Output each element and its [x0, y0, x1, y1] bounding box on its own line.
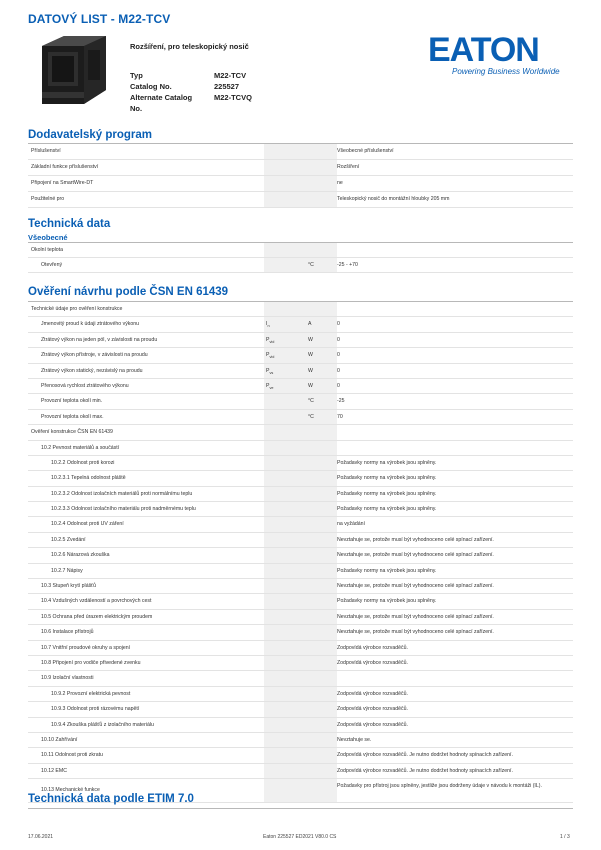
product-meta — [130, 70, 252, 114]
table-row — [28, 517, 573, 532]
meta-key: No. — [130, 104, 143, 113]
row-label: 10.7 Vnitřní proudové okruhy a spojení — [41, 644, 131, 651]
table-row — [28, 487, 573, 502]
table-row — [28, 548, 573, 563]
row-label: 10.12 EMC — [41, 767, 67, 774]
row-symbol-cell — [264, 594, 337, 608]
row-symbol-cell — [264, 333, 337, 347]
row-symbol-cell — [264, 564, 337, 578]
row-value: Zodpovídá výrobce rozvaděčů. — [337, 659, 408, 666]
section-title-dodavatelsky: Dodavatelský program — [28, 129, 152, 141]
row-symbol-cell — [264, 176, 337, 191]
row-value: Nevztahuje se, protože musí být vyhodnoceno celé spínací zařízení. — [337, 552, 494, 559]
row-symbol-cell — [264, 748, 337, 762]
row-symbol-cell — [264, 379, 337, 393]
table-row — [28, 579, 573, 594]
row-symbol-cell — [264, 502, 337, 516]
row-symbol-cell — [264, 302, 337, 316]
row-symbol-cell — [264, 517, 337, 531]
table-row — [28, 625, 573, 640]
row-symbol-cell — [264, 610, 337, 624]
subsection-title-vseobecne: Všeobecné — [28, 233, 68, 242]
table-row — [28, 144, 573, 160]
row-unit: A — [308, 321, 312, 328]
table-row — [28, 379, 573, 394]
row-value: Zodpovídá výrobce rozvaděčů. — [337, 644, 408, 651]
technical-data-table — [28, 243, 573, 273]
table-row — [28, 348, 573, 363]
row-label: 10.10 Zahřívání — [41, 736, 78, 743]
row-symbol-cell — [264, 471, 337, 485]
logo-tagline: Powering Business Worldwide — [452, 67, 560, 76]
meta-value: 225527 — [214, 82, 240, 91]
row-value: Požadavky normy na výrobek jsou splněny. — [337, 459, 437, 466]
row-label: Základní funkce příslušenství — [31, 164, 99, 170]
row-label: Technické údaje pro ověření konstrukce — [31, 306, 123, 312]
row-label: Příslušenství — [31, 148, 61, 154]
row-value: Zodpovídá výrobce rozvaděčů. — [337, 721, 408, 728]
row-label: Přenosová rychlost ztrátového výkonu — [41, 382, 129, 389]
row-label: 10.8 Připojení pro vodiče přivedené zvenku — [41, 659, 141, 666]
row-label: 10.2.4 Odolnost proti UV záření — [51, 521, 124, 528]
row-value: Zodpovídá výrobce rozvaděčů. — [337, 706, 408, 713]
meta-key: Typ — [130, 71, 143, 80]
product-image — [34, 30, 112, 108]
symbol-letter: P — [266, 336, 270, 343]
row-label: Ověření konstrukce ČSN EN 61439 — [31, 429, 113, 436]
row-unit: °C — [308, 413, 314, 420]
row-value: Požadavky normy na výrobek jsou splněny. — [337, 475, 437, 482]
row-value: 0 — [337, 336, 340, 343]
row-symbol — [266, 333, 274, 349]
row-unit: W — [308, 382, 313, 389]
table-row — [28, 671, 573, 686]
row-value: 0 — [337, 352, 340, 359]
row-symbol-cell — [264, 410, 337, 424]
document-title: DATOVÝ LIST - M22-TCV — [28, 12, 171, 26]
table-row — [28, 502, 573, 517]
table-row — [28, 425, 573, 440]
row-symbol-cell — [264, 533, 337, 547]
meta-key: Alternate Catalog — [130, 93, 193, 102]
row-label: 10.9.3 Odolnost proti rázovému napětí — [51, 706, 140, 713]
row-label: 10.2.7 Nápisy — [51, 567, 83, 574]
meta-row — [130, 103, 252, 114]
row-symbol-cell — [264, 394, 337, 408]
row-label: 10.9.4 Zkouška plášťů z izolačního materiálu — [51, 721, 154, 728]
row-label: 10.2.3.1 Tepelná odolnost pláště — [51, 475, 126, 482]
row-label: Ztrátový výkon přístroje, v závislosti na proudu — [41, 352, 148, 359]
footer-date: 17.06.2021 — [28, 834, 54, 840]
row-label: Připojení na SmartWire-DT — [31, 180, 94, 186]
symbol-letter: P — [266, 352, 270, 359]
row-symbol — [266, 379, 273, 395]
row-symbol-cell — [264, 348, 337, 362]
table-row — [28, 764, 573, 779]
row-value: 0 — [337, 382, 340, 389]
symbol-subscript: ve — [269, 385, 274, 390]
table-row — [28, 748, 573, 763]
row-symbol-cell — [264, 441, 337, 455]
row-value: Nevztahuje se, protože musí být vyhodnoceno celé spínací zařízení. — [337, 629, 494, 636]
row-unit: °C — [308, 398, 314, 405]
row-label: 10.3 Stupeň krytí plášťů — [41, 583, 97, 590]
row-value: 0 — [337, 321, 340, 328]
table-row — [28, 456, 573, 471]
table-row — [28, 410, 573, 425]
row-symbol-cell — [264, 425, 337, 439]
section-title-etim: Technická data podle ETIM 7.0 — [28, 793, 194, 805]
row-label: Ztrátový výkon na jeden pól, v závislosti na proudu — [41, 336, 158, 343]
row-value: Požadavky normy na výrobek jsou splněny. — [337, 490, 437, 497]
row-value: -25 — [337, 398, 345, 405]
table-row — [28, 471, 573, 486]
row-symbol-cell — [264, 779, 337, 802]
row-label: 10.2.5 Zvedání — [51, 536, 86, 543]
row-label: 10.2.2 Odolnost proti korozi — [51, 459, 115, 466]
row-value: Nevztahuje se, protože musí být vyhodnoceno celé spínací zařízení. — [337, 536, 494, 543]
table-row — [28, 733, 573, 748]
footer-page: 1 / 3 — [560, 834, 570, 840]
table-row — [28, 594, 573, 609]
meta-row — [130, 81, 252, 92]
symbol-letter: P — [266, 382, 270, 389]
row-symbol-cell — [264, 641, 337, 655]
row-symbol — [266, 348, 274, 364]
row-value: Teleskopický nosič do montážní hloubky 205 mm — [337, 196, 450, 202]
meta-row — [130, 70, 252, 81]
row-symbol-cell — [264, 764, 337, 778]
row-value: ne — [337, 180, 343, 186]
row-value: Požadavky pro přístroj jsou splněny, jestliže jsou dodrženy údaje v návodu k montáži (IL). — [337, 783, 542, 790]
row-symbol-cell — [264, 364, 337, 378]
table-row — [28, 564, 573, 579]
row-value: Nevztahuje se, protože musí být vyhodnoceno celé spínací zařízení. — [337, 613, 494, 620]
row-value: Požadavky normy na výrobek jsou splněny. — [337, 506, 437, 513]
row-symbol-cell — [264, 656, 337, 670]
table-row — [28, 441, 573, 456]
row-value: Nevztahuje se. — [337, 736, 372, 743]
row-label: Okolní teplota — [31, 247, 64, 253]
row-symbol-cell — [264, 317, 337, 331]
section-title-overeni: Ověření návrhu podle ČSN EN 61439 — [28, 286, 229, 298]
row-value: Požadavky normy na výrobek jsou splněny. — [337, 567, 437, 574]
row-label: Provozní teplota okolí max. — [41, 413, 104, 420]
symbol-subscript: n — [267, 324, 270, 329]
row-symbol-cell — [264, 579, 337, 593]
row-label: 10.9.2 Provozní elektrická pevnost — [51, 690, 131, 697]
symbol-letter: P — [266, 367, 270, 374]
table-row — [28, 192, 573, 208]
row-symbol — [266, 364, 273, 380]
table-row — [28, 302, 573, 317]
row-value: Zodpovídá výrobce rozvaděčů. Je nutno dodržet hodnoty spínacích zařízení. — [337, 767, 513, 774]
symbol-letter: I — [266, 321, 268, 328]
table-row — [28, 333, 573, 348]
row-unit: W — [308, 352, 313, 359]
row-label: 10.9 Izolační vlastnosti — [41, 675, 94, 682]
meta-row — [130, 92, 252, 103]
row-value: -25 - +70 — [337, 262, 358, 268]
symbol-subscript: vid — [269, 355, 275, 360]
row-label: Provozní teplota okolí min. — [41, 398, 103, 405]
row-symbol-cell — [264, 718, 337, 732]
symbol-subscript: vid — [269, 339, 275, 344]
row-value: Zodpovídá výrobce rozvaděčů. Je nutno dodržet hodnoty spínacích zařízení. — [337, 752, 513, 759]
table-row — [28, 317, 573, 332]
row-unit: °C — [308, 262, 314, 268]
table-row — [28, 687, 573, 702]
row-label: 10.2.6 Nárazová zkouška — [51, 552, 110, 559]
row-symbol-cell — [264, 548, 337, 562]
row-label: 10.5 Ochrana před úrazem elektrickým proudem — [41, 613, 153, 620]
row-label: Ztrátový výkon statický, nezávislý na proudu — [41, 367, 143, 374]
table-row — [28, 243, 573, 258]
meta-value: M22-TCV — [214, 71, 247, 80]
row-unit: W — [308, 367, 313, 374]
supply-program-table — [28, 144, 573, 208]
meta-value: M22-TCVQ — [214, 93, 252, 102]
row-value: Zodpovídá výrobce rozvaděčů. — [337, 690, 408, 697]
row-label: Jmenovitý proud k údaji ztrátového výkonu — [41, 321, 140, 328]
row-label: Použitelné pro — [31, 196, 65, 202]
table-row — [28, 160, 573, 176]
table-row — [28, 394, 573, 409]
logo-text: EATON — [428, 31, 539, 69]
row-label: 10.6 Instalace přístrojů — [41, 629, 94, 636]
symbol-subscript: vs — [269, 370, 274, 375]
row-value: Rozšíření — [337, 164, 360, 170]
row-label: 10.2 Pevnost materiálů a součástí — [41, 444, 120, 451]
row-label: 10.13 Mechanické funkce — [41, 787, 100, 794]
row-symbol-cell — [264, 487, 337, 501]
row-value: na vyžádání — [337, 521, 365, 528]
row-label: 10.2.3.3 Odolnost izolačního materiálu proti nadměrnému teplu — [51, 506, 196, 513]
row-label: 10.2.3.2 Odolnost izolačních materiálů proti normálnímu teplu — [51, 490, 193, 497]
row-value: Nevztahuje se, protože musí být vyhodnoceno celé spínací zařízení. — [337, 583, 494, 590]
table-row — [28, 610, 573, 625]
table-row — [28, 718, 573, 733]
row-label: 10.4 Vzdušných vzdáleností a povrchových cest — [41, 598, 152, 605]
section-title-technicka: Technická data — [28, 218, 111, 230]
row-symbol — [266, 317, 270, 333]
row-symbol-cell — [264, 687, 337, 701]
table-row — [28, 641, 573, 656]
row-symbol-cell — [264, 258, 337, 272]
row-symbol-cell — [264, 192, 337, 207]
product-subtitle: Rozšíření, pro teleskopický nosič — [130, 42, 249, 51]
row-symbol-cell — [264, 160, 337, 175]
table-row — [28, 364, 573, 379]
table-row — [28, 702, 573, 717]
table-row — [28, 656, 573, 671]
table-row — [28, 533, 573, 548]
row-value: Požadavky normy na výrobek jsou splněny. — [337, 598, 437, 605]
row-value: 70 — [337, 413, 343, 420]
row-value: 0 — [337, 367, 340, 374]
row-symbol-cell — [264, 702, 337, 716]
row-symbol-cell — [264, 144, 337, 159]
row-symbol-cell — [264, 625, 337, 639]
table-row — [28, 176, 573, 192]
row-label: Otevřený — [41, 262, 63, 268]
row-symbol-cell — [264, 733, 337, 747]
row-symbol-cell — [264, 243, 337, 257]
row-symbol-cell — [264, 671, 337, 685]
footer-center: Eaton 225527 ED2021 V80.0 CS — [263, 834, 337, 840]
row-unit: W — [308, 336, 313, 343]
meta-key: Catalog No. — [130, 82, 172, 91]
design-verification-table — [28, 302, 573, 803]
row-label: 10.11 Odolnost proti zkratu — [41, 752, 103, 759]
row-symbol-cell — [264, 456, 337, 470]
row-value: Všeobecné příslušenství — [337, 148, 394, 154]
section-rule — [28, 808, 573, 809]
table-row — [28, 258, 573, 273]
